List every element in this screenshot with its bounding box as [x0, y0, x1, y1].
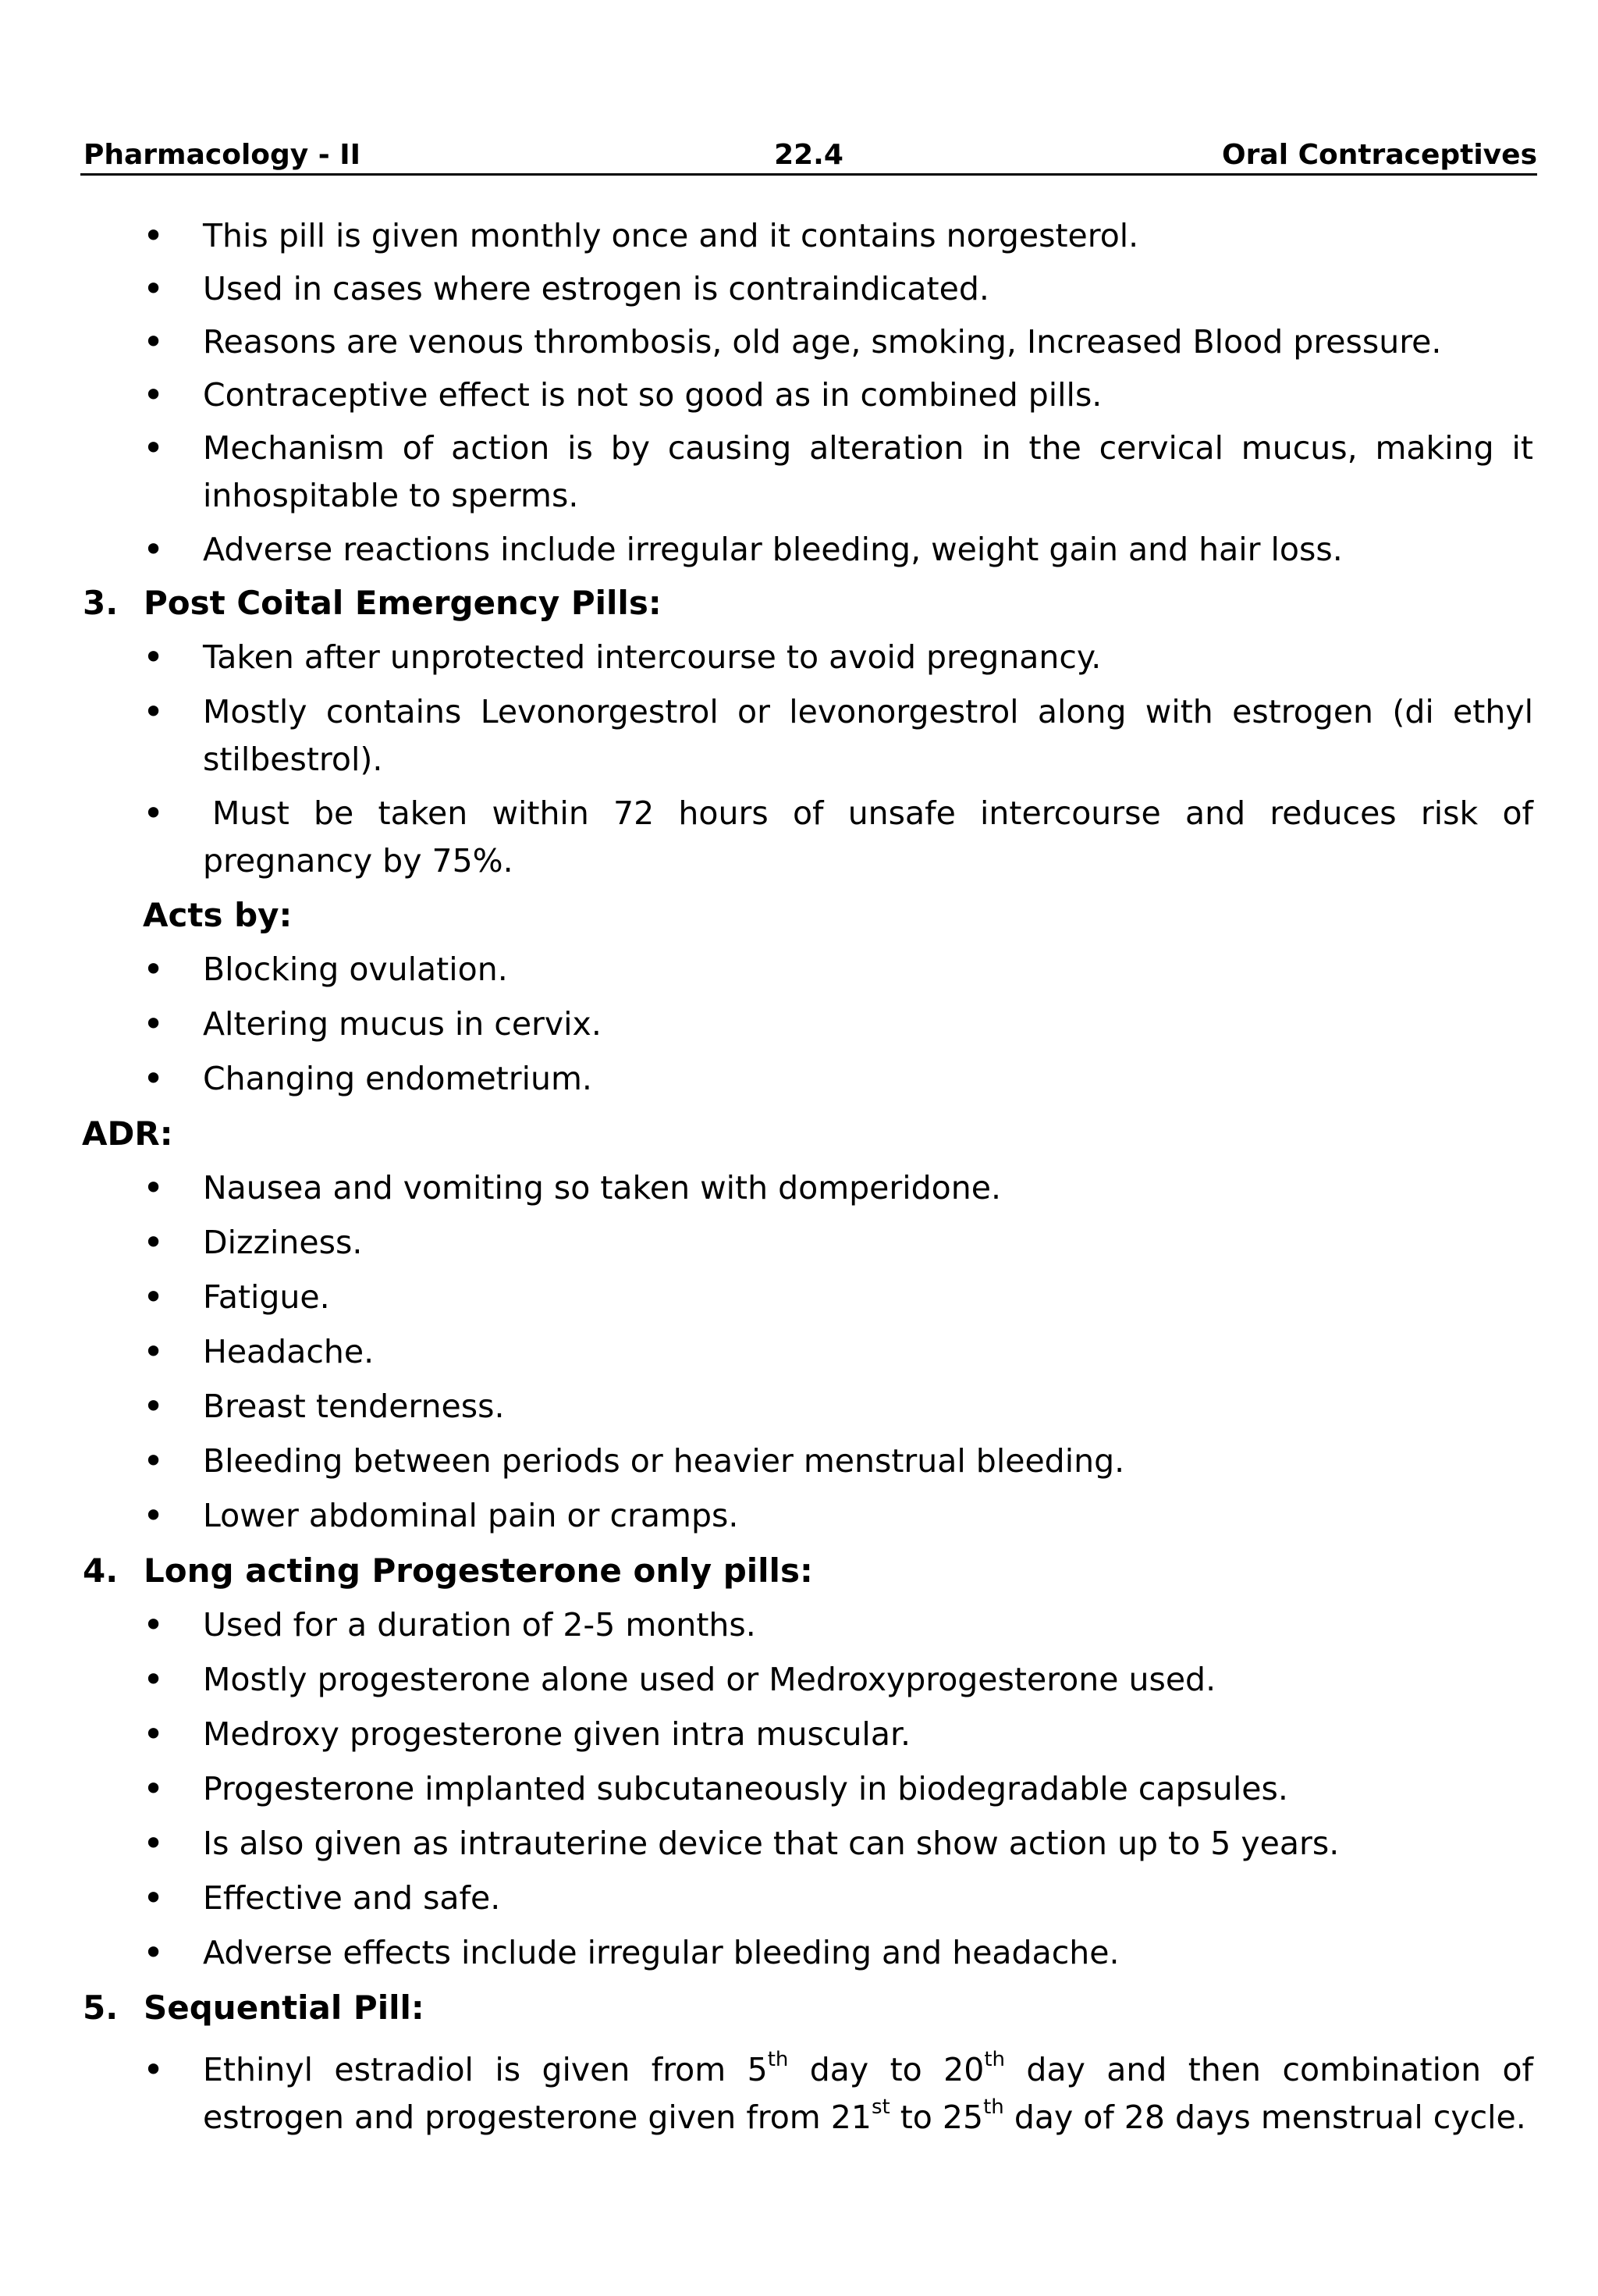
bullet-icon	[143, 688, 164, 737]
bullet-icon	[143, 318, 164, 368]
superscript: th	[767, 2048, 789, 2072]
section-number: 3.	[83, 584, 119, 622]
list-item: Changing endometrium.	[203, 1060, 592, 1097]
list-item: Contraceptive effect is not so good as in combined pills.	[203, 376, 1103, 414]
list-item	[203, 2046, 1533, 2141]
list-item: Mostly contains Levonorgestrol or levonorgestrol along with estrogen (di ethyl stilbestrol).	[203, 693, 1533, 778]
bullet-icon	[143, 790, 164, 839]
list-item: Reasons are venous thrombosis, old age, smoking, Increased Blood pressure.	[203, 323, 1442, 361]
bullet-icon	[143, 1820, 164, 1869]
bullet-icon	[143, 1875, 164, 1924]
list-item: Medroxy progesterone given intra muscular.	[203, 1715, 911, 1753]
list-item: Adverse reactions include irregular bleeding, weight gain and hair loss.	[203, 531, 1343, 568]
section-number: 4.	[83, 1551, 119, 1590]
superscript: st	[871, 2095, 890, 2120]
section-title: Sequential Pill:	[144, 1989, 424, 2027]
bullet-icon	[143, 1001, 164, 1050]
list-item: Breast tenderness.	[203, 1388, 505, 1425]
text-run: to 25	[890, 2099, 984, 2136]
bullet-icon	[143, 1055, 164, 1104]
bullet-icon	[143, 425, 164, 474]
text-run: day and then combination of estrogen and progesterone given from 21	[203, 2051, 1533, 2136]
bullet-icon	[143, 1492, 164, 1541]
page-header	[80, 136, 1537, 176]
bullet-icon	[143, 265, 164, 315]
text-run: Ethinyl estradiol is given from 5	[203, 2051, 768, 2088]
superscript: th	[984, 2048, 1006, 2072]
bullet-icon	[143, 1711, 164, 1760]
list-item: This pill is given monthly once and it contains norgesterol.	[203, 217, 1139, 254]
bullet-icon	[143, 1601, 164, 1651]
bullet-icon	[143, 1656, 164, 1705]
bullet-icon	[143, 1765, 164, 1814]
bullet-icon	[143, 1438, 164, 1487]
text-run: day of 28 days menstrual cycle.	[1003, 2099, 1526, 2136]
list-item: Blocking ovulation.	[203, 951, 508, 988]
superscript: th	[983, 2095, 1004, 2120]
list-item: Mostly progesterone alone used or Medroxyprogesterone used.	[203, 1661, 1216, 1698]
text-run: day to 20	[788, 2051, 985, 2088]
acts-by-heading: Acts by:	[143, 896, 293, 934]
section-title: Post Coital Emergency Pills:	[144, 584, 662, 622]
list-item: Dizziness.	[203, 1224, 363, 1261]
list-item: Adverse effects include irregular bleeding and headache.	[203, 1934, 1120, 1971]
list-item: Altering mucus in cervix.	[203, 1005, 602, 1043]
list-item: Is also given as intrauterine device that can show action up to 5 years.	[203, 1825, 1340, 1862]
list-item: Fatigue.	[203, 1278, 330, 1316]
bullet-icon	[143, 1164, 164, 1214]
list-item: Nausea and vomiting so taken with domperidone.	[203, 1169, 1001, 1207]
list-item: Must be taken within 72 hours of unsafe intercourse and reduces risk of pregnancy by 75%.	[203, 794, 1533, 880]
bullet-icon	[143, 1274, 164, 1323]
list-item: Headache.	[203, 1333, 375, 1370]
bullet-icon	[143, 1328, 164, 1377]
bullet-icon	[143, 1383, 164, 1432]
bullet-icon	[143, 1929, 164, 1978]
section-number: 5.	[83, 1989, 119, 2027]
adr-heading: ADR:	[82, 1114, 173, 1153]
header-chapter-title: Oral Contraceptives	[1222, 139, 1537, 171]
bullet-icon	[143, 2046, 164, 2095]
list-item: Bleeding between periods or heavier menstrual bleeding.	[203, 1442, 1125, 1480]
list-item: Progesterone implanted subcutaneously in biodegradable capsules.	[203, 1770, 1288, 1807]
bullet-icon	[143, 634, 164, 683]
list-item: Mechanism of action is by causing alteration in the cervical mucus, making it inhospitable to sperms.	[203, 429, 1533, 514]
header-subject: Pharmacology - II	[83, 139, 361, 171]
list-item: Used in cases where estrogen is contraindicated.	[203, 270, 989, 307]
list-item: Used for a duration of 2-5 months.	[203, 1606, 756, 1644]
list-item: Lower abdominal pain or cramps.	[203, 1497, 739, 1534]
bullet-icon	[143, 371, 164, 421]
list-item: Taken after unprotected intercourse to avoid pregnancy.	[203, 638, 1102, 676]
section-title: Long acting Progesterone only pills:	[144, 1551, 813, 1590]
header-page-number: 22.4	[774, 139, 843, 171]
list-item: Effective and safe.	[203, 1879, 501, 1917]
bullet-icon	[143, 526, 164, 575]
bullet-icon	[143, 212, 164, 261]
bullet-icon	[143, 946, 164, 995]
bullet-icon	[143, 1219, 164, 1268]
